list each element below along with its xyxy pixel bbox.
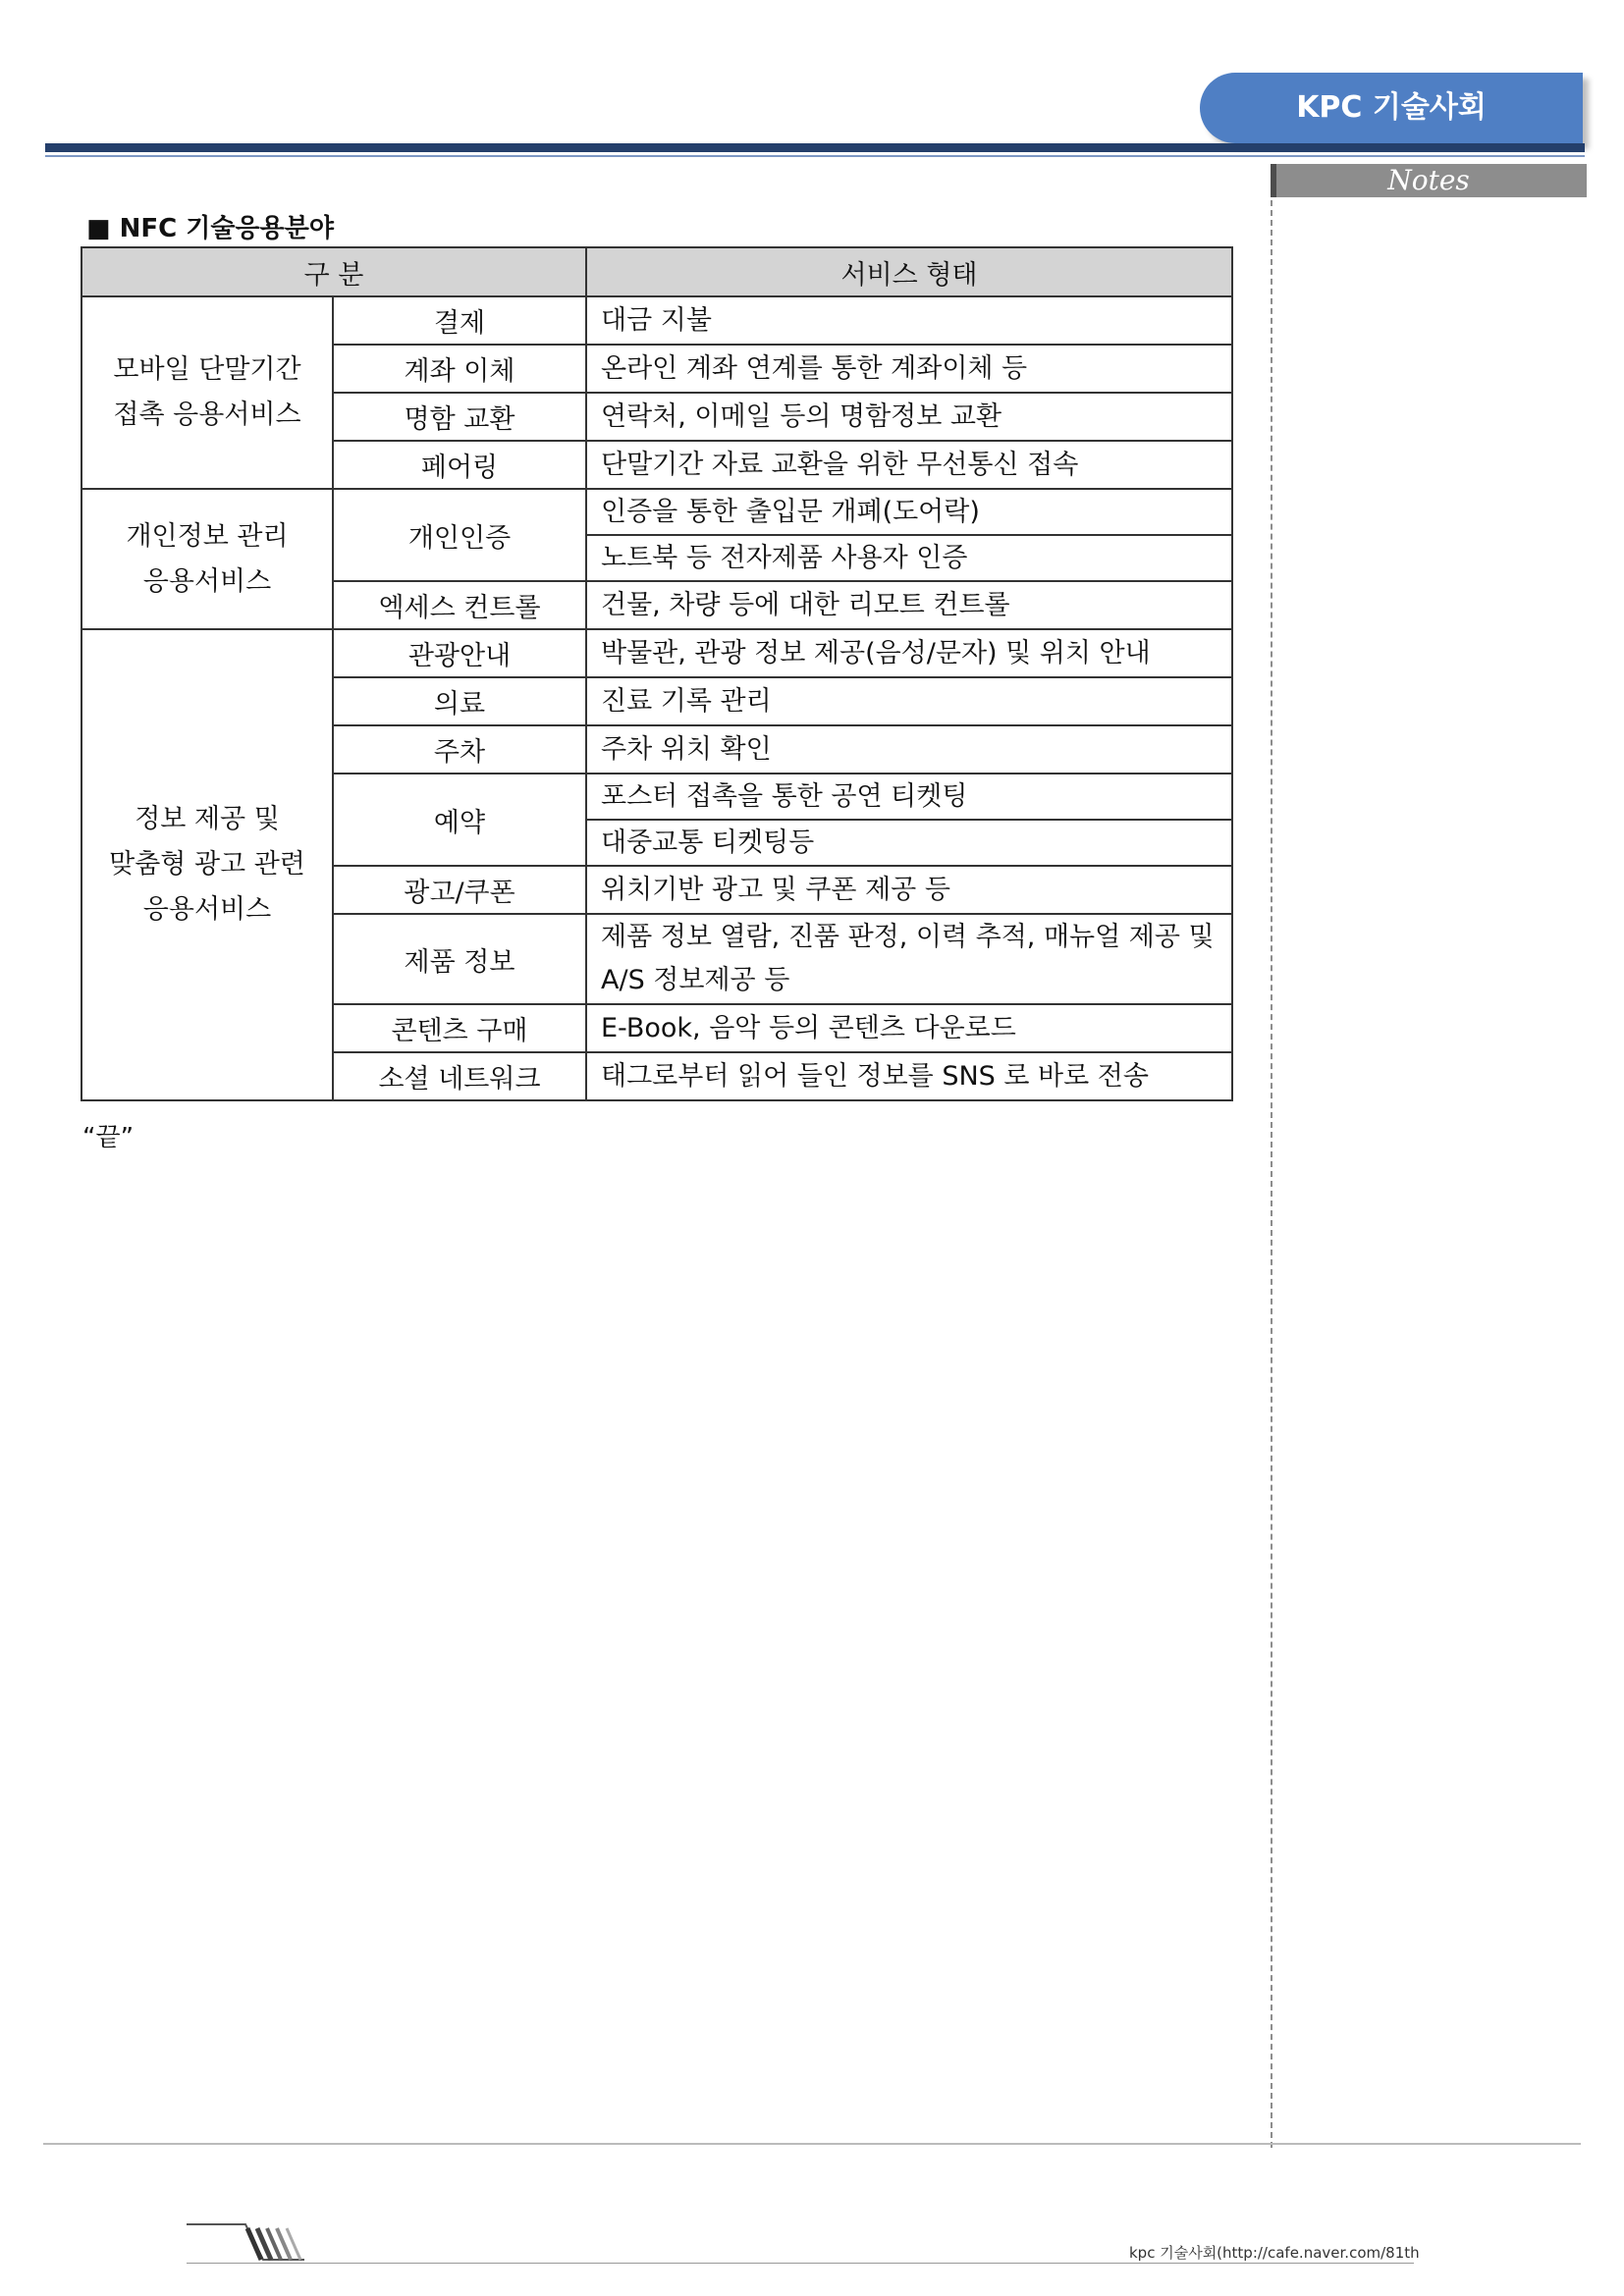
item-cell: 엑세스 컨트롤: [333, 581, 586, 629]
item-cell: 제품 정보: [333, 914, 586, 1004]
service-cell: 박물관, 관광 정보 제공(음성/문자) 및 위치 안내: [586, 629, 1232, 677]
footer-stripes-logo: [187, 2220, 314, 2266]
item-cell: 소셜 네트워크: [333, 1052, 586, 1100]
item-cell: 계좌 이체: [333, 345, 586, 393]
header-service: 서비스 형태: [586, 247, 1232, 296]
category-line: 응용서비스: [142, 894, 272, 925]
notes-divider: [1271, 200, 1272, 2148]
table-row: [81, 489, 1232, 535]
service-cell: 진료 기록 관리: [586, 677, 1232, 725]
notes-label: Notes: [1387, 164, 1470, 196]
item-cell: 광고/쿠폰: [333, 866, 586, 914]
category-cell: [81, 489, 333, 629]
service-cell: 포스터 접촉을 통한 공연 티켓팅: [586, 774, 1232, 820]
category-line: 모바일 단말기간: [113, 354, 301, 385]
service-cell: E-Book, 음악 등의 콘텐츠 다운로드: [586, 1004, 1232, 1052]
header-rule-thin: [45, 155, 1585, 157]
service-cell: 단말기간 자료 교환을 위한 무선통신 접속: [586, 441, 1232, 489]
service-cell: 연락처, 이메일 등의 명함정보 교환: [586, 393, 1232, 441]
service-cell: 온라인 계좌 연계를 통한 계좌이체 등: [586, 345, 1232, 393]
service-cell: 인증을 통한 출입문 개폐(도어락): [586, 489, 1232, 535]
item-cell: 의료: [333, 677, 586, 725]
item-cell: 콘텐츠 구매: [333, 1004, 586, 1052]
footer-text: kpc 기술사회(http://cafe.naver.com/81th: [1129, 2244, 1420, 2262]
category-line: 응용서비스: [142, 565, 272, 597]
item-cell: 개인인증: [333, 489, 586, 581]
table-header-row: [81, 247, 1232, 296]
item-cell: 주차: [333, 725, 586, 774]
service-cell: 위치기반 광고 및 쿠폰 제공 등: [586, 866, 1232, 914]
brand-title: KPC 기술사회: [1296, 90, 1487, 125]
service-cell: 건물, 차량 등에 대한 리모트 컨트롤: [586, 581, 1232, 629]
service-cell: 대금 지불: [586, 296, 1232, 345]
category-line: 개인정보 관리: [126, 520, 289, 552]
footer-rule: [43, 2143, 1581, 2145]
table-row: [81, 629, 1232, 677]
table-row: [81, 296, 1232, 345]
header-category: 구 분: [81, 247, 586, 296]
item-cell: 결제: [333, 296, 586, 345]
category-line: 접촉 응용서비스: [113, 400, 301, 430]
category-line: 정보 제공 및: [135, 804, 280, 834]
category-line: 맞춤형 광고 관련: [109, 849, 305, 880]
service-cell: 제품 정보 열람, 진품 판정, 이력 추적, 매뉴얼 제공 및 A/S 정보제공 등: [586, 914, 1232, 1004]
category-cell: [81, 296, 333, 489]
service-cell: 노트북 등 전자제품 사용자 인증: [586, 535, 1232, 581]
item-cell: 예약: [333, 774, 586, 866]
service-cell: 태그로부터 읽어 들인 정보를 SNS 로 바로 전송: [586, 1052, 1232, 1100]
nfc-application-table: [81, 246, 1233, 1101]
header-rule: [45, 143, 1585, 152]
footer-line: [187, 2263, 1414, 2264]
item-cell: 페어링: [333, 441, 586, 489]
category-cell: [81, 629, 333, 1100]
section-heading: ■ NFC 기술응용분야: [86, 214, 334, 243]
service-cell: 주차 위치 확인: [586, 725, 1232, 774]
end-mark: “끝”: [82, 1123, 135, 1152]
service-cell: 대중교통 티켓팅등: [586, 820, 1232, 866]
item-cell: 명함 교환: [333, 393, 586, 441]
item-cell: 관광안내: [333, 629, 586, 677]
